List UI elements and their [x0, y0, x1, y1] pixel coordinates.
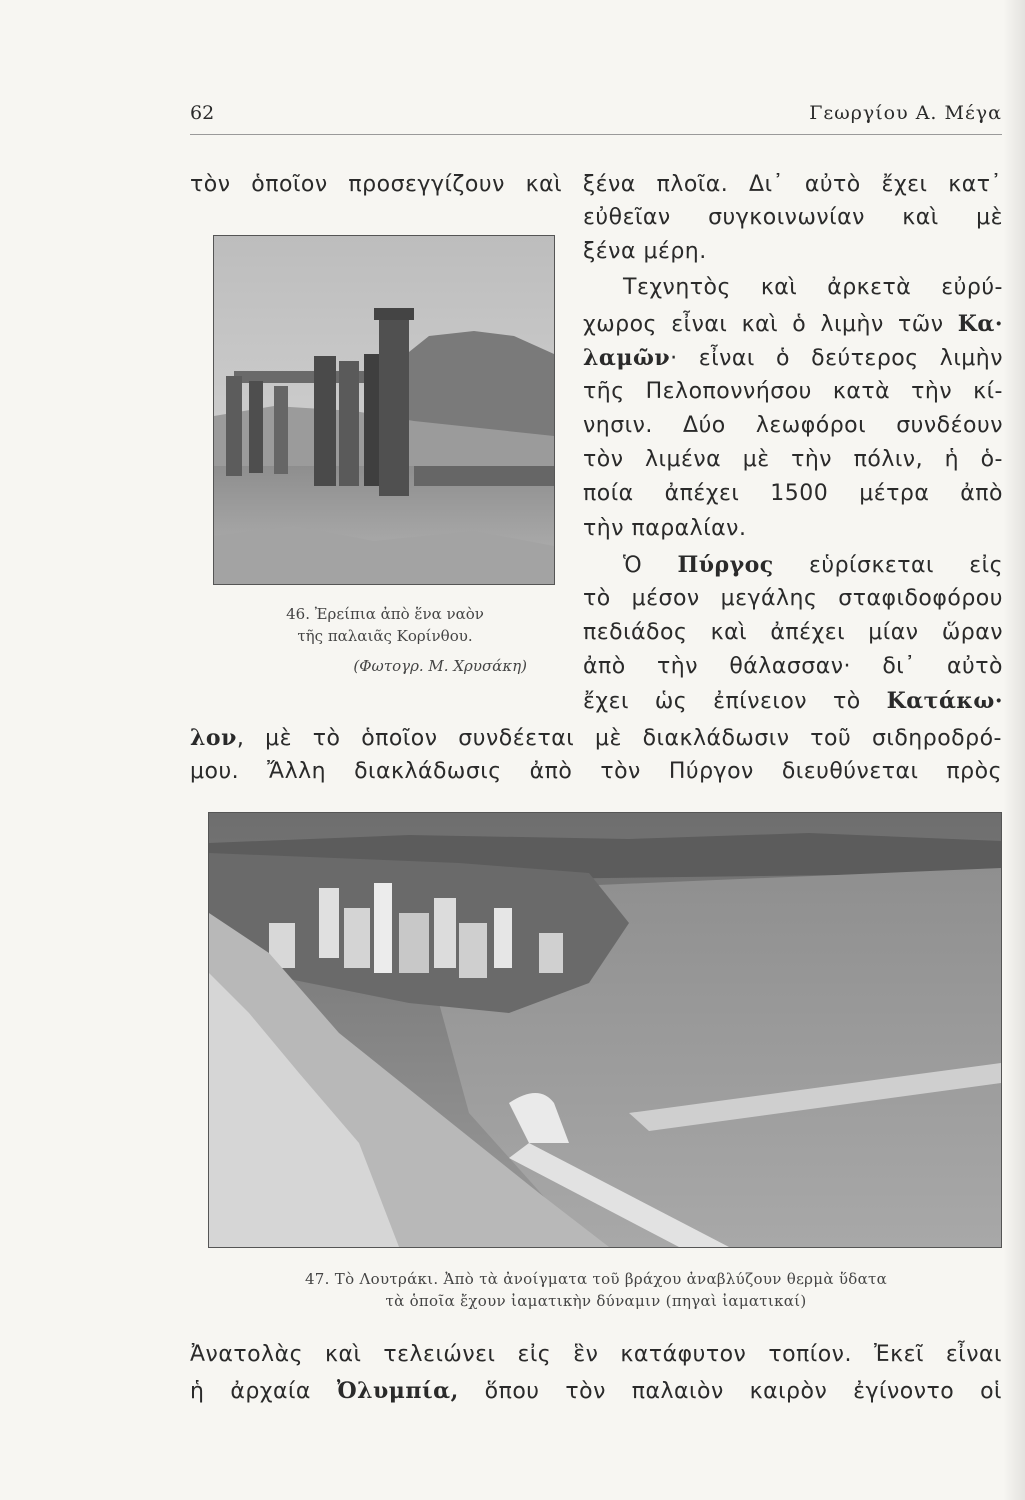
- text-line: Τεχνητὸς καὶ ἀρκετὰ εὐρύ-: [623, 275, 1003, 300]
- temple-ruins-image: [214, 236, 554, 584]
- place-name-kalamon: Κα·: [957, 311, 1003, 337]
- text-line: ἀπὸ τὴν θάλασσαν· δι᾽ αὐτὸ: [583, 654, 1003, 679]
- text-span: Ὁ: [623, 553, 678, 578]
- text-line: εὐθεῖαν συγκοινωνίαν καὶ μὲ: [583, 205, 1003, 230]
- place-name-pyrgos: Πύργος: [677, 552, 774, 578]
- place-name-olympia: Ὀλυμπία,: [336, 1378, 459, 1404]
- text-line: τῆς Πελοποννήσου κατὰ τὴν κί-: [583, 379, 1003, 404]
- text-span: , μὲ τὸ ὁποῖον συνδέεται μὲ διακλάδωσιν τοῦ σιδηροδρό-: [236, 726, 1002, 751]
- text-line: [190, 723, 1002, 754]
- text-line: μου. Ἄλλη διακλάδωσις ἀπὸ τὸν Πύργον διευθύνεται πρὸς: [190, 759, 1002, 784]
- text-line: [583, 309, 1003, 340]
- text-span: ἔχει ὡς ἐπίνειον τὸ: [583, 689, 887, 714]
- text-line: τὸν ὁποῖον προσεγγίζουν καὶ ξένα πλοῖα. Δι᾽ αὐτὸ ἔχει κατ᾽: [190, 172, 1002, 197]
- text-line: [583, 686, 1003, 717]
- text-line: τὸν λιμένα μὲ τὴν πόλιν, ἡ ὁ-: [583, 447, 1003, 472]
- text-span: · εἶναι ὁ δεύτερος λιμὴν: [670, 346, 1003, 371]
- text-line: Ἀνατολὰς καὶ τελειώνει εἰς ἓν κατάφυτον τοπίον. Ἐκεῖ εἶναι: [190, 1342, 1002, 1367]
- place-name-kalamon-cont: λαμῶν: [583, 345, 671, 371]
- text-line: [583, 343, 1003, 374]
- figure-47-caption: [190, 1268, 1002, 1312]
- text-span: ἡ ἀρχαία: [190, 1379, 337, 1404]
- page-number: 62: [190, 102, 215, 124]
- place-name-katakolon-cont: λον: [190, 725, 237, 751]
- header-rule: [190, 134, 1002, 135]
- text-line: [583, 550, 1003, 581]
- running-head: Γεωργίου Α. Μέγα: [809, 102, 1002, 124]
- place-name-katakolon: Κατάκω·: [886, 688, 1003, 714]
- figure-46-photo-temple-ruins: [213, 235, 555, 585]
- text-span: χωρος εἶναι καὶ ὁ λιμὴν τῶν: [583, 312, 958, 337]
- caption-line: τὰ ὁποῖα ἔχουν ἰαματικὴν δύναμιν (πηγαὶ ἰαματικαί): [385, 1292, 807, 1310]
- text-line: νησιν. Δύο λεωφόροι συνδέουν: [583, 413, 1003, 438]
- caption-line: τῆς παλαιᾶς Κορίνθου.: [297, 627, 473, 645]
- text-line: ποία ἀπέχει 1500 μέτρα ἀπὸ: [583, 481, 1003, 506]
- loutraki-image: [209, 813, 1001, 1247]
- text-line: [190, 1376, 1002, 1407]
- figure-46-caption: [225, 603, 545, 677]
- text-line: πεδιάδος καὶ ἀπέχει μίαν ὥραν: [583, 620, 1003, 645]
- text-line: ξένα μέρη.: [583, 239, 707, 264]
- caption-line: 46. Ἐρείπια ἀπὸ ἕνα ναὸν: [286, 605, 484, 623]
- figure-47-photo-loutraki: [208, 812, 1002, 1248]
- text-line: τὸ μέσον μεγάλης σταφιδοφόρου: [583, 586, 1003, 611]
- text-line: τὴν παραλίαν.: [583, 516, 747, 541]
- photo-credit: (Φωτογρ. Μ. Χρυσάκη): [353, 657, 527, 675]
- text-span: ὅπου τὸν παλαιὸν καιρὸν ἐγίνοντο οἱ: [458, 1379, 1002, 1404]
- text-span: εὑρίσκεται εἰς: [773, 553, 1004, 578]
- page-spine-shadow: [1003, 0, 1025, 1500]
- page-header: [190, 102, 1002, 132]
- caption-line: 47. Τὸ Λουτράκι. Ἀπὸ τὰ ἀνοίγματα τοῦ βράχου ἀναβλύζουν θερμὰ ὕδατα: [304, 1270, 888, 1288]
